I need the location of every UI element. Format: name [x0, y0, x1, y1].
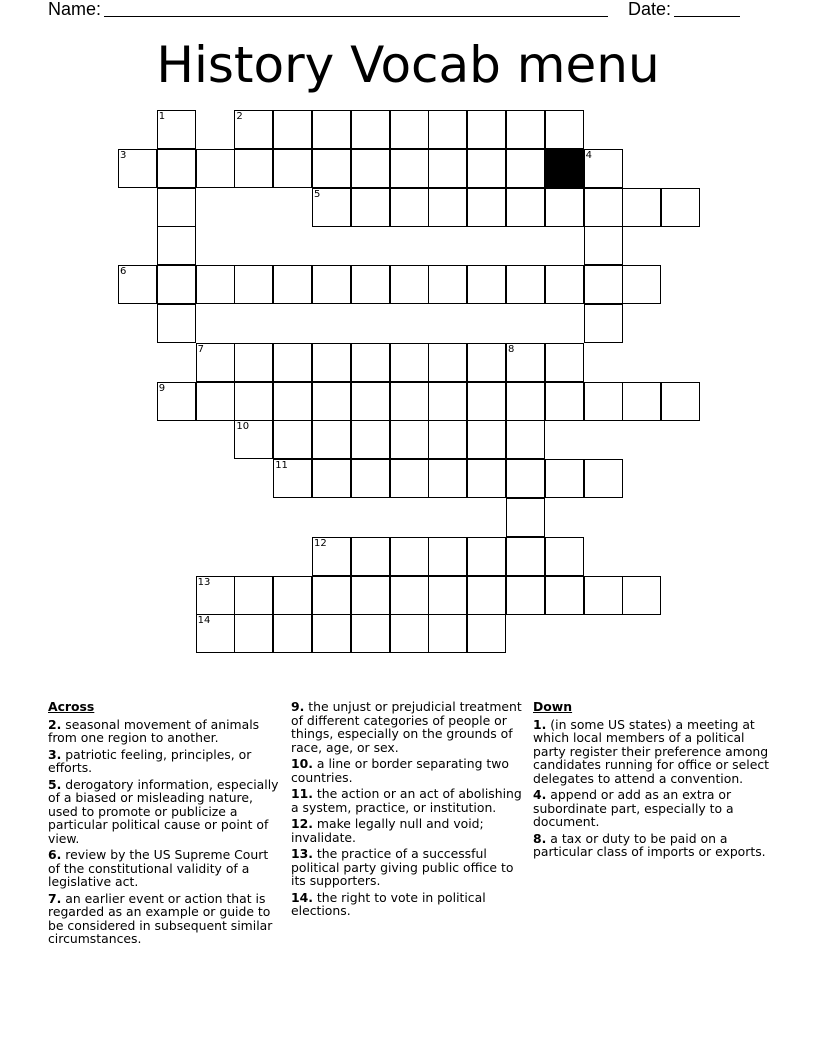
grid-cell[interactable] — [467, 537, 506, 576]
clue-number: 7. — [48, 890, 62, 906]
clue-item — [291, 700, 527, 754]
grid-cell[interactable] — [506, 110, 545, 149]
grid-cell[interactable] — [351, 576, 390, 615]
name-label: Name: — [48, 0, 102, 19]
clue-number: 4. — [533, 787, 547, 802]
clue-text: the unjust or prejudicial treatment of different categories of people or things, especially on the grounds of race, age, or sex. — [291, 699, 522, 755]
grid-cell[interactable] — [157, 304, 196, 343]
grid-cell[interactable] — [428, 343, 467, 382]
grid-cell[interactable] — [506, 382, 545, 421]
clue-item — [291, 847, 527, 888]
grid-cell[interactable] — [467, 149, 506, 188]
clue-number: 9. — [291, 699, 305, 714]
grid-cell[interactable] — [584, 382, 623, 421]
grid-cell[interactable] — [273, 420, 312, 459]
clue-text: derogatory information, especially of a biased or misleading nature, used to promote or publicize a particular political cause or point of view. — [48, 776, 279, 846]
clues-column-3 — [533, 700, 769, 862]
grid-cell[interactable] — [157, 382, 196, 421]
grid-cell[interactable] — [390, 110, 429, 149]
clue-item — [48, 892, 284, 946]
clue-item — [48, 718, 284, 745]
page-title: History Vocab menu — [156, 36, 660, 94]
grid-cell[interactable] — [196, 265, 235, 304]
grid-cell[interactable] — [506, 420, 545, 459]
grid-cell[interactable] — [234, 110, 273, 149]
clue-number: 10. — [291, 756, 313, 771]
grid-cell[interactable] — [467, 420, 506, 459]
clue-text: the practice of a successful political party giving public office to its supporters. — [291, 846, 514, 888]
grid-cell[interactable] — [273, 149, 312, 188]
clue-number: 14. — [291, 889, 313, 905]
grid-cell[interactable] — [118, 265, 157, 304]
grid-cell[interactable] — [545, 265, 584, 304]
grid-cell[interactable] — [196, 614, 235, 653]
grid-cell[interactable] — [196, 149, 235, 188]
grid-cell[interactable] — [312, 614, 351, 653]
clue-text: patriotic feeling, principles, or efforts. — [48, 746, 252, 775]
grid-cell[interactable] — [118, 149, 157, 188]
clue-number-label: 3 — [120, 149, 127, 161]
grid-cell[interactable] — [428, 265, 467, 304]
clue-number: 3. — [48, 746, 62, 762]
clue-number: 5. — [48, 776, 62, 792]
clue-item — [48, 778, 284, 846]
grid-cell[interactable] — [234, 420, 273, 459]
grid-cell[interactable] — [351, 614, 390, 653]
grid-cell[interactable] — [390, 343, 429, 382]
grid-cell[interactable] — [273, 382, 312, 421]
header-row — [48, 0, 748, 22]
grid-cell[interactable] — [312, 576, 351, 615]
grid-cell[interactable] — [428, 537, 467, 576]
grid-cell[interactable] — [584, 226, 623, 265]
clue-number-label: 9 — [158, 382, 166, 394]
grid-cell[interactable] — [196, 576, 235, 615]
grid-cell[interactable] — [390, 459, 429, 498]
grid-cell[interactable] — [273, 110, 312, 149]
grid-cell[interactable] — [351, 537, 390, 576]
grid-cell[interactable] — [312, 420, 351, 459]
grid-cell[interactable] — [390, 537, 429, 576]
clue-text: seasonal movement of animals from one region to another. — [48, 716, 260, 745]
clue-number: 1. — [533, 716, 547, 732]
grid-cell[interactable] — [545, 382, 584, 421]
grid-cell[interactable] — [506, 576, 545, 615]
grid-cell[interactable] — [312, 382, 351, 421]
clue-number: 13. — [291, 846, 313, 861]
clue-item — [533, 832, 769, 859]
grid-cell[interactable] — [584, 576, 623, 615]
clue-number-label: 14 — [197, 615, 211, 627]
grid-cell[interactable] — [234, 614, 273, 653]
grid-cell[interactable] — [312, 459, 351, 498]
grid-cell[interactable] — [506, 498, 545, 537]
clue-number: 6. — [48, 847, 62, 862]
grid-cell[interactable] — [157, 149, 196, 188]
clue-number-label: 1 — [158, 111, 166, 122]
grid-cell[interactable] — [234, 382, 273, 421]
grid-cell[interactable] — [506, 343, 545, 382]
clue-number-label: 10 — [236, 421, 250, 433]
clue-number: 8. — [533, 830, 547, 846]
clue-text: append or add as an extra or subordinate part, especially to a document. — [533, 787, 734, 829]
clue-number-label: 11 — [275, 460, 288, 472]
grid-cell[interactable] — [506, 149, 545, 188]
clue-number-label: 6 — [120, 266, 127, 278]
clue-item — [533, 718, 769, 786]
grid-cell[interactable] — [506, 459, 545, 498]
grid-cell[interactable] — [428, 110, 467, 149]
grid-cell[interactable] — [545, 188, 584, 227]
date-blank-line[interactable] — [674, 16, 740, 17]
grid-cell[interactable] — [467, 343, 506, 382]
grid-cell[interactable] — [273, 459, 312, 498]
grid-cell[interactable] — [273, 576, 312, 615]
grid-cell[interactable] — [351, 188, 390, 227]
grid-cell[interactable] — [157, 265, 196, 304]
clue-text: a line or border separating two countries. — [291, 756, 509, 785]
grid-cell[interactable] — [351, 265, 390, 304]
grid-cell[interactable] — [584, 188, 623, 227]
clue-item — [291, 891, 527, 918]
clue-text: the action or an act of abolishing a system, practice, or institution. — [291, 786, 522, 815]
clue-text: a tax or duty to be paid on a particular class of imports or exports. — [533, 830, 766, 859]
clue-item — [48, 748, 284, 775]
grid-cell[interactable] — [622, 382, 661, 421]
clue-section-heading: Across — [48, 699, 95, 714]
grid-cell[interactable] — [390, 420, 429, 459]
grid-cell[interactable] — [234, 149, 273, 188]
grid-cell[interactable] — [157, 226, 196, 265]
grid-cell[interactable] — [273, 265, 312, 304]
grid-cell[interactable] — [351, 459, 390, 498]
grid-cell[interactable] — [351, 382, 390, 421]
grid-cell[interactable] — [312, 265, 351, 304]
grid-cell[interactable] — [467, 614, 506, 653]
grid-cell[interactable] — [273, 614, 312, 653]
clue-item — [48, 848, 284, 889]
grid-cell[interactable] — [428, 188, 467, 227]
grid-cell[interactable] — [584, 459, 623, 498]
clue-item — [291, 757, 527, 784]
clue-number-label: 13 — [197, 576, 211, 588]
clue-number-label: 2 — [236, 111, 243, 122]
clue-item — [291, 787, 527, 814]
name-blank-line[interactable] — [104, 16, 608, 17]
grid-cell[interactable] — [545, 343, 584, 382]
grid-black-cell — [545, 149, 584, 188]
grid-cell[interactable] — [467, 188, 506, 227]
grid-cell[interactable] — [622, 265, 661, 304]
grid-cell[interactable] — [467, 576, 506, 615]
clue-item — [533, 788, 769, 829]
grid-cell[interactable] — [234, 576, 273, 615]
grid-cell[interactable] — [312, 149, 351, 188]
grid-cell[interactable] — [545, 459, 584, 498]
grid-cell[interactable] — [545, 537, 584, 576]
grid-cell[interactable] — [351, 343, 390, 382]
grid-cell[interactable] — [545, 576, 584, 615]
grid-cell[interactable] — [506, 537, 545, 576]
grid-cell[interactable] — [196, 382, 235, 421]
grid-cell[interactable] — [467, 110, 506, 149]
grid-cell[interactable] — [390, 576, 429, 615]
grid-cell[interactable] — [390, 382, 429, 421]
grid-cell[interactable] — [312, 188, 351, 227]
clue-number-label: 5 — [314, 188, 321, 200]
grid-cell[interactable] — [351, 149, 390, 188]
grid-cell[interactable] — [467, 265, 506, 304]
grid-cell[interactable] — [545, 110, 584, 149]
grid-cell[interactable] — [584, 149, 623, 188]
grid-cell[interactable] — [390, 149, 429, 188]
grid-cell[interactable] — [157, 110, 196, 149]
grid-cell[interactable] — [584, 304, 623, 343]
clue-text: (in some US states) a meeting at which local members of a political party register their preference among candidates running for office or select delegates to attend a convention. — [533, 716, 769, 786]
grid-cell[interactable] — [428, 614, 467, 653]
clue-number: 11. — [291, 786, 313, 801]
grid-cell[interactable] — [234, 343, 273, 382]
grid-cell[interactable] — [506, 188, 545, 227]
clue-number-label: 8 — [508, 343, 515, 355]
grid-cell[interactable] — [390, 265, 429, 304]
grid-cell[interactable] — [273, 343, 312, 382]
grid-cell[interactable] — [467, 459, 506, 498]
clues-column-2 — [291, 700, 527, 921]
grid-cell[interactable] — [661, 188, 700, 227]
grid-cell[interactable] — [584, 265, 623, 304]
clue-number-label: 7 — [197, 343, 204, 355]
clue-text: make legally null and void; invalidate. — [291, 816, 484, 845]
clues-column-1 — [48, 700, 284, 949]
clue-section-heading: Down — [533, 699, 573, 714]
grid-cell[interactable] — [312, 343, 351, 382]
grid-cell[interactable] — [506, 265, 545, 304]
grid-cell[interactable] — [390, 188, 429, 227]
date-label: Date: — [628, 0, 672, 19]
grid-cell[interactable] — [157, 188, 196, 227]
grid-cell[interactable] — [428, 420, 467, 459]
clue-text: an earlier event or action that is regarded as an example or guide to be considered in subsequent similar circumstances. — [48, 890, 273, 946]
grid-cell[interactable] — [196, 343, 235, 382]
grid-cell[interactable] — [312, 110, 351, 149]
grid-cell[interactable] — [390, 614, 429, 653]
clue-text: the right to vote in political elections. — [291, 889, 486, 918]
grid-cell[interactable] — [312, 537, 351, 576]
grid-cell[interactable] — [622, 576, 661, 615]
grid-cell[interactable] — [351, 420, 390, 459]
clue-number: 2. — [48, 716, 62, 732]
grid-cell[interactable] — [351, 110, 390, 149]
grid-cell[interactable] — [661, 382, 700, 421]
grid-cell[interactable] — [428, 576, 467, 615]
grid-cell[interactable] — [428, 149, 467, 188]
clue-number-label: 4 — [585, 149, 592, 161]
clue-number-label: 12 — [314, 537, 327, 549]
grid-cell[interactable] — [622, 188, 661, 227]
clue-number: 12. — [291, 816, 313, 831]
clue-text: review by the US Supreme Court of the constitutional validity of a legislative act. — [48, 847, 269, 889]
grid-cell[interactable] — [428, 459, 467, 498]
grid-cell[interactable] — [234, 265, 273, 304]
grid-cell[interactable] — [467, 382, 506, 421]
clue-item — [291, 817, 527, 844]
grid-cell[interactable] — [428, 382, 467, 421]
